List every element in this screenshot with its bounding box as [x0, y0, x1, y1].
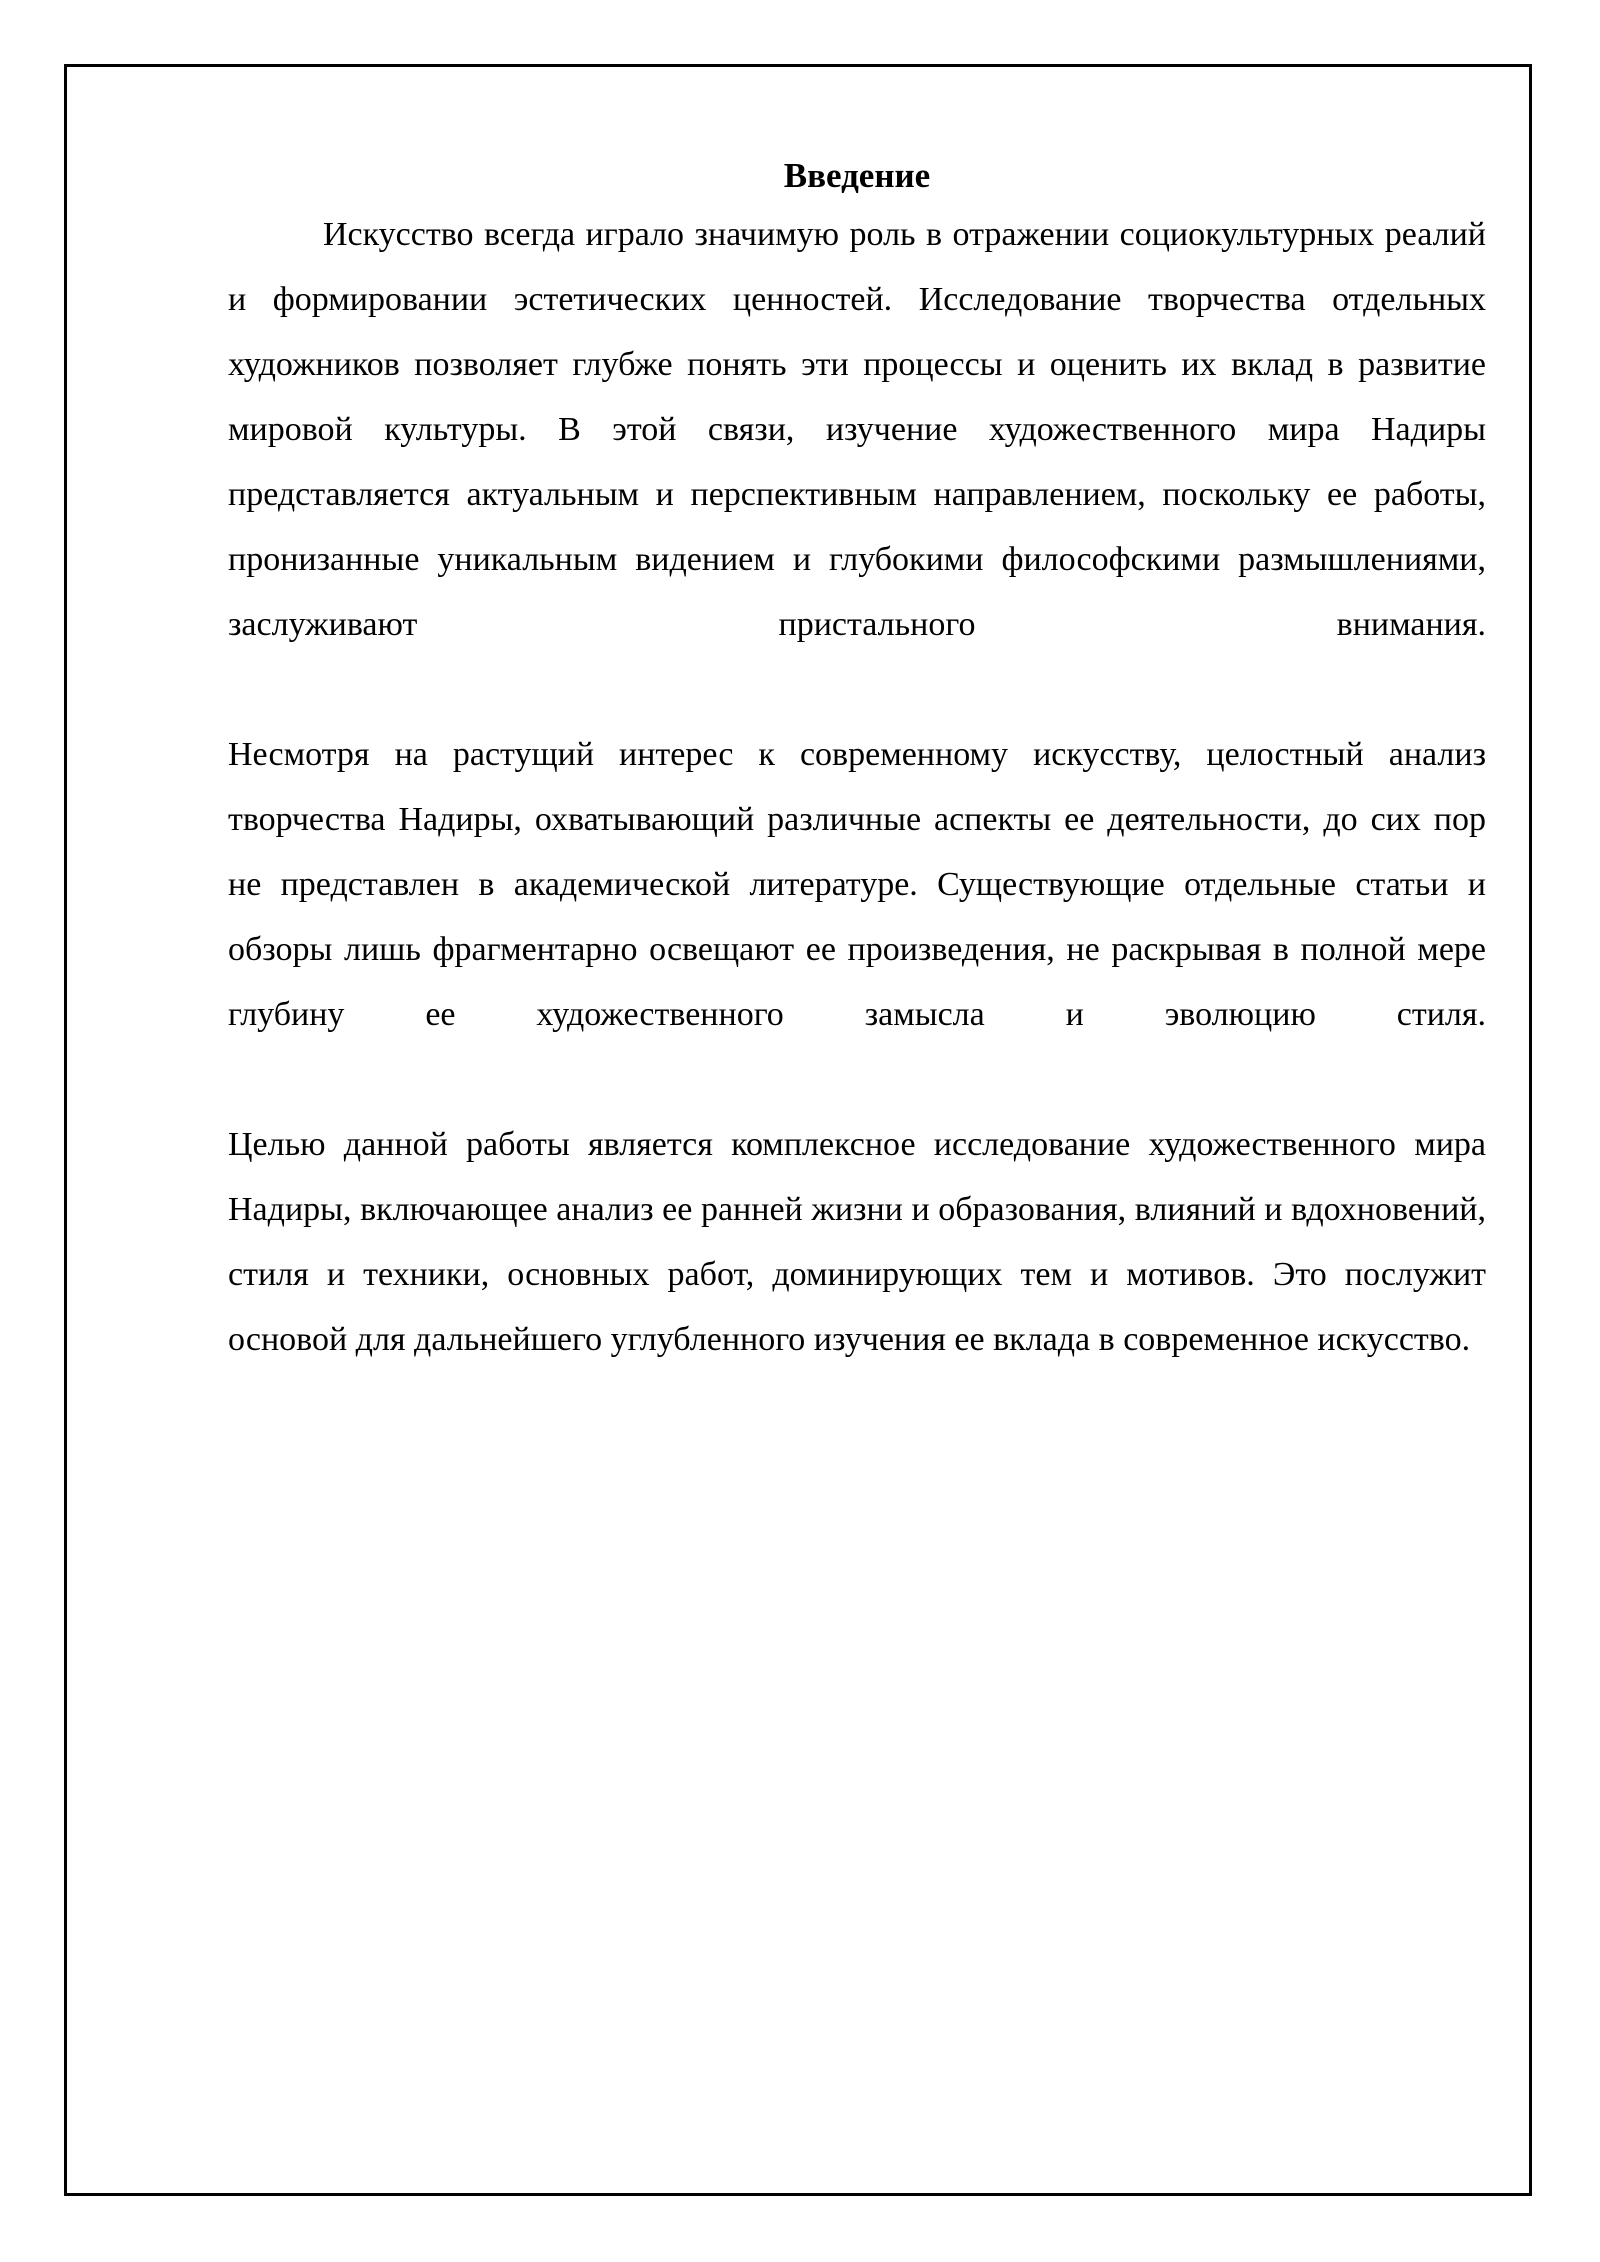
- paragraph-goal: Целью данной работы является комплексное исследование художественного мира Надиры, включающее анализ ее ранней жизни и образования, влияний и вдохновений, стиля и техники, основных работ, доминирующих тем и мотивов. Это послужит основой для дальнейшего углубленного изучения ее вклада в современное искусство.: [228, 1126, 1486, 1358]
- paragraph-intro: Искусство всегда играло значимую роль в отражении социокультурных реалий и формировании эстетических ценностей. Исследование творчества отдельных художников позволяет глубже понять эти процессы и оценить их вклад в развитие мировой культуры. В этой связи, изучение художественного мира Надиры представляется актуальным и перспективным направлением, поскольку ее работы, пронизанные уникальным видением и глубокими философскими размышлениями, заслуживают пристального внимания.: [228, 216, 1486, 643]
- paragraph-spacer: [228, 1047, 1486, 1112]
- paragraph-spacer: [228, 657, 1486, 722]
- document-body: [228, 150, 1486, 1372]
- section-heading: Введение: [783, 156, 931, 195]
- paragraph-problem: Несмотря на растущий интерес к современному искусству, целостный анализ творчества Надиры, охватывающий различные аспекты ее деятельности, до сих пор не представлен в академической литературе. Существующие отдельные статьи и обзоры лишь фрагментарно освещают ее произведения, не раскрывая в полной мере глубину ее художественного замысла и эволюцию стиля.: [228, 736, 1486, 1033]
